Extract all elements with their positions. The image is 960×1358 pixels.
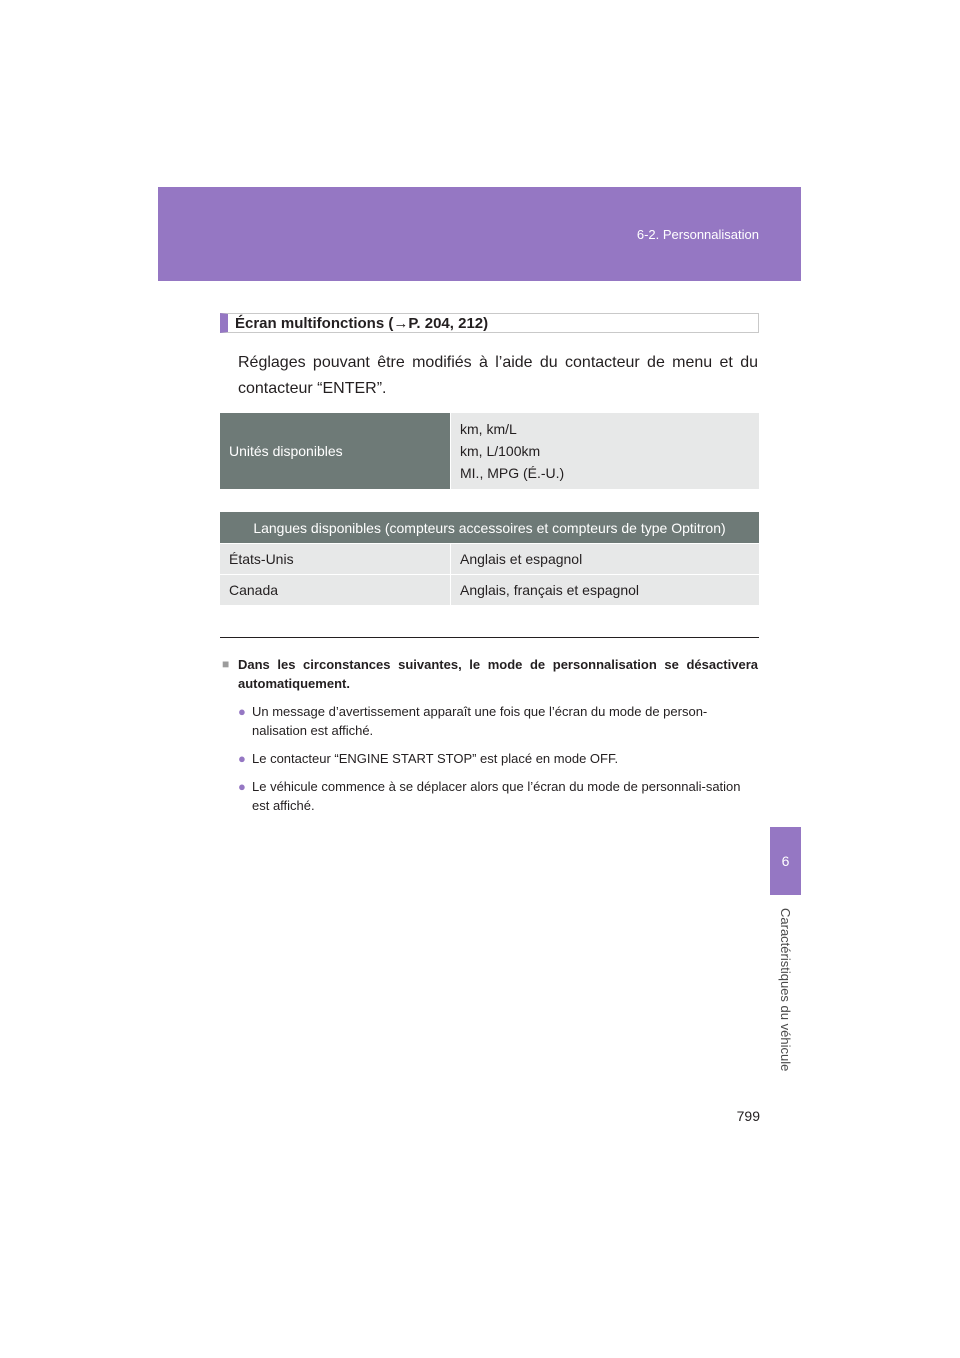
- section-heading: [220, 313, 759, 333]
- units-value: km, L/100km: [460, 443, 541, 459]
- list-item: [222, 777, 758, 815]
- units-values: [451, 413, 759, 489]
- chapter-number: 6: [781, 853, 790, 869]
- section-divider: [220, 637, 759, 638]
- languages-cell: Anglais et espagnol: [451, 544, 759, 574]
- list-item: [222, 749, 758, 768]
- intro-paragraph: Réglages pouvant être modifiés à l’aide du contacteur de menu et du contacteur “ENTER”.: [238, 354, 758, 397]
- languages-cell: Anglais, français et espagnol: [451, 575, 759, 605]
- list-item-text: Le véhicule commence à se déplacer alors que l’écran du mode de personnali-sation est affiché.: [252, 779, 741, 813]
- units-value: MI., MPG (É.-U.): [460, 465, 565, 481]
- list-item-text: Le contacteur “ENGINE START STOP” est placé en mode OFF.: [252, 751, 619, 766]
- region-cell: États-Unis: [220, 544, 450, 574]
- units-value: km, km/L: [460, 421, 517, 437]
- note-title-text: Dans les circonstances suivantes, le mode de personnalisation se désactivera automatiquement.: [238, 657, 758, 691]
- circle-bullet-icon: ●: [238, 779, 246, 794]
- table-row: [220, 575, 759, 605]
- languages-table-header: Langues disponibles (compteurs accessoires et compteurs de type Optitron): [220, 512, 759, 543]
- list-item: [222, 702, 758, 740]
- chapter-header-band: [158, 187, 801, 281]
- square-bullet-icon: ■: [222, 657, 230, 671]
- circle-bullet-icon: ●: [238, 751, 246, 766]
- languages-table: [220, 512, 759, 605]
- circle-bullet-icon: ●: [238, 704, 246, 719]
- notes-section: [222, 655, 758, 815]
- units-label: Unités disponibles: [220, 413, 450, 489]
- section-title: 6-2. Personnalisation: [636, 227, 759, 242]
- region-cell: Canada: [220, 575, 450, 605]
- section-heading-text: Écran multifonctions (→P. 204, 212): [235, 314, 489, 332]
- note-title: [222, 655, 758, 693]
- units-table: [220, 413, 759, 489]
- list-item-text: Un message d’avertissement apparaît une fois que l’écran du mode de person-nalisation est affiché.: [252, 704, 708, 738]
- page-number: 799: [736, 1108, 760, 1124]
- table-row: [220, 544, 759, 574]
- chapter-tab: [770, 827, 801, 895]
- chapter-label: Caractéristiques du véhicule: [778, 908, 793, 1072]
